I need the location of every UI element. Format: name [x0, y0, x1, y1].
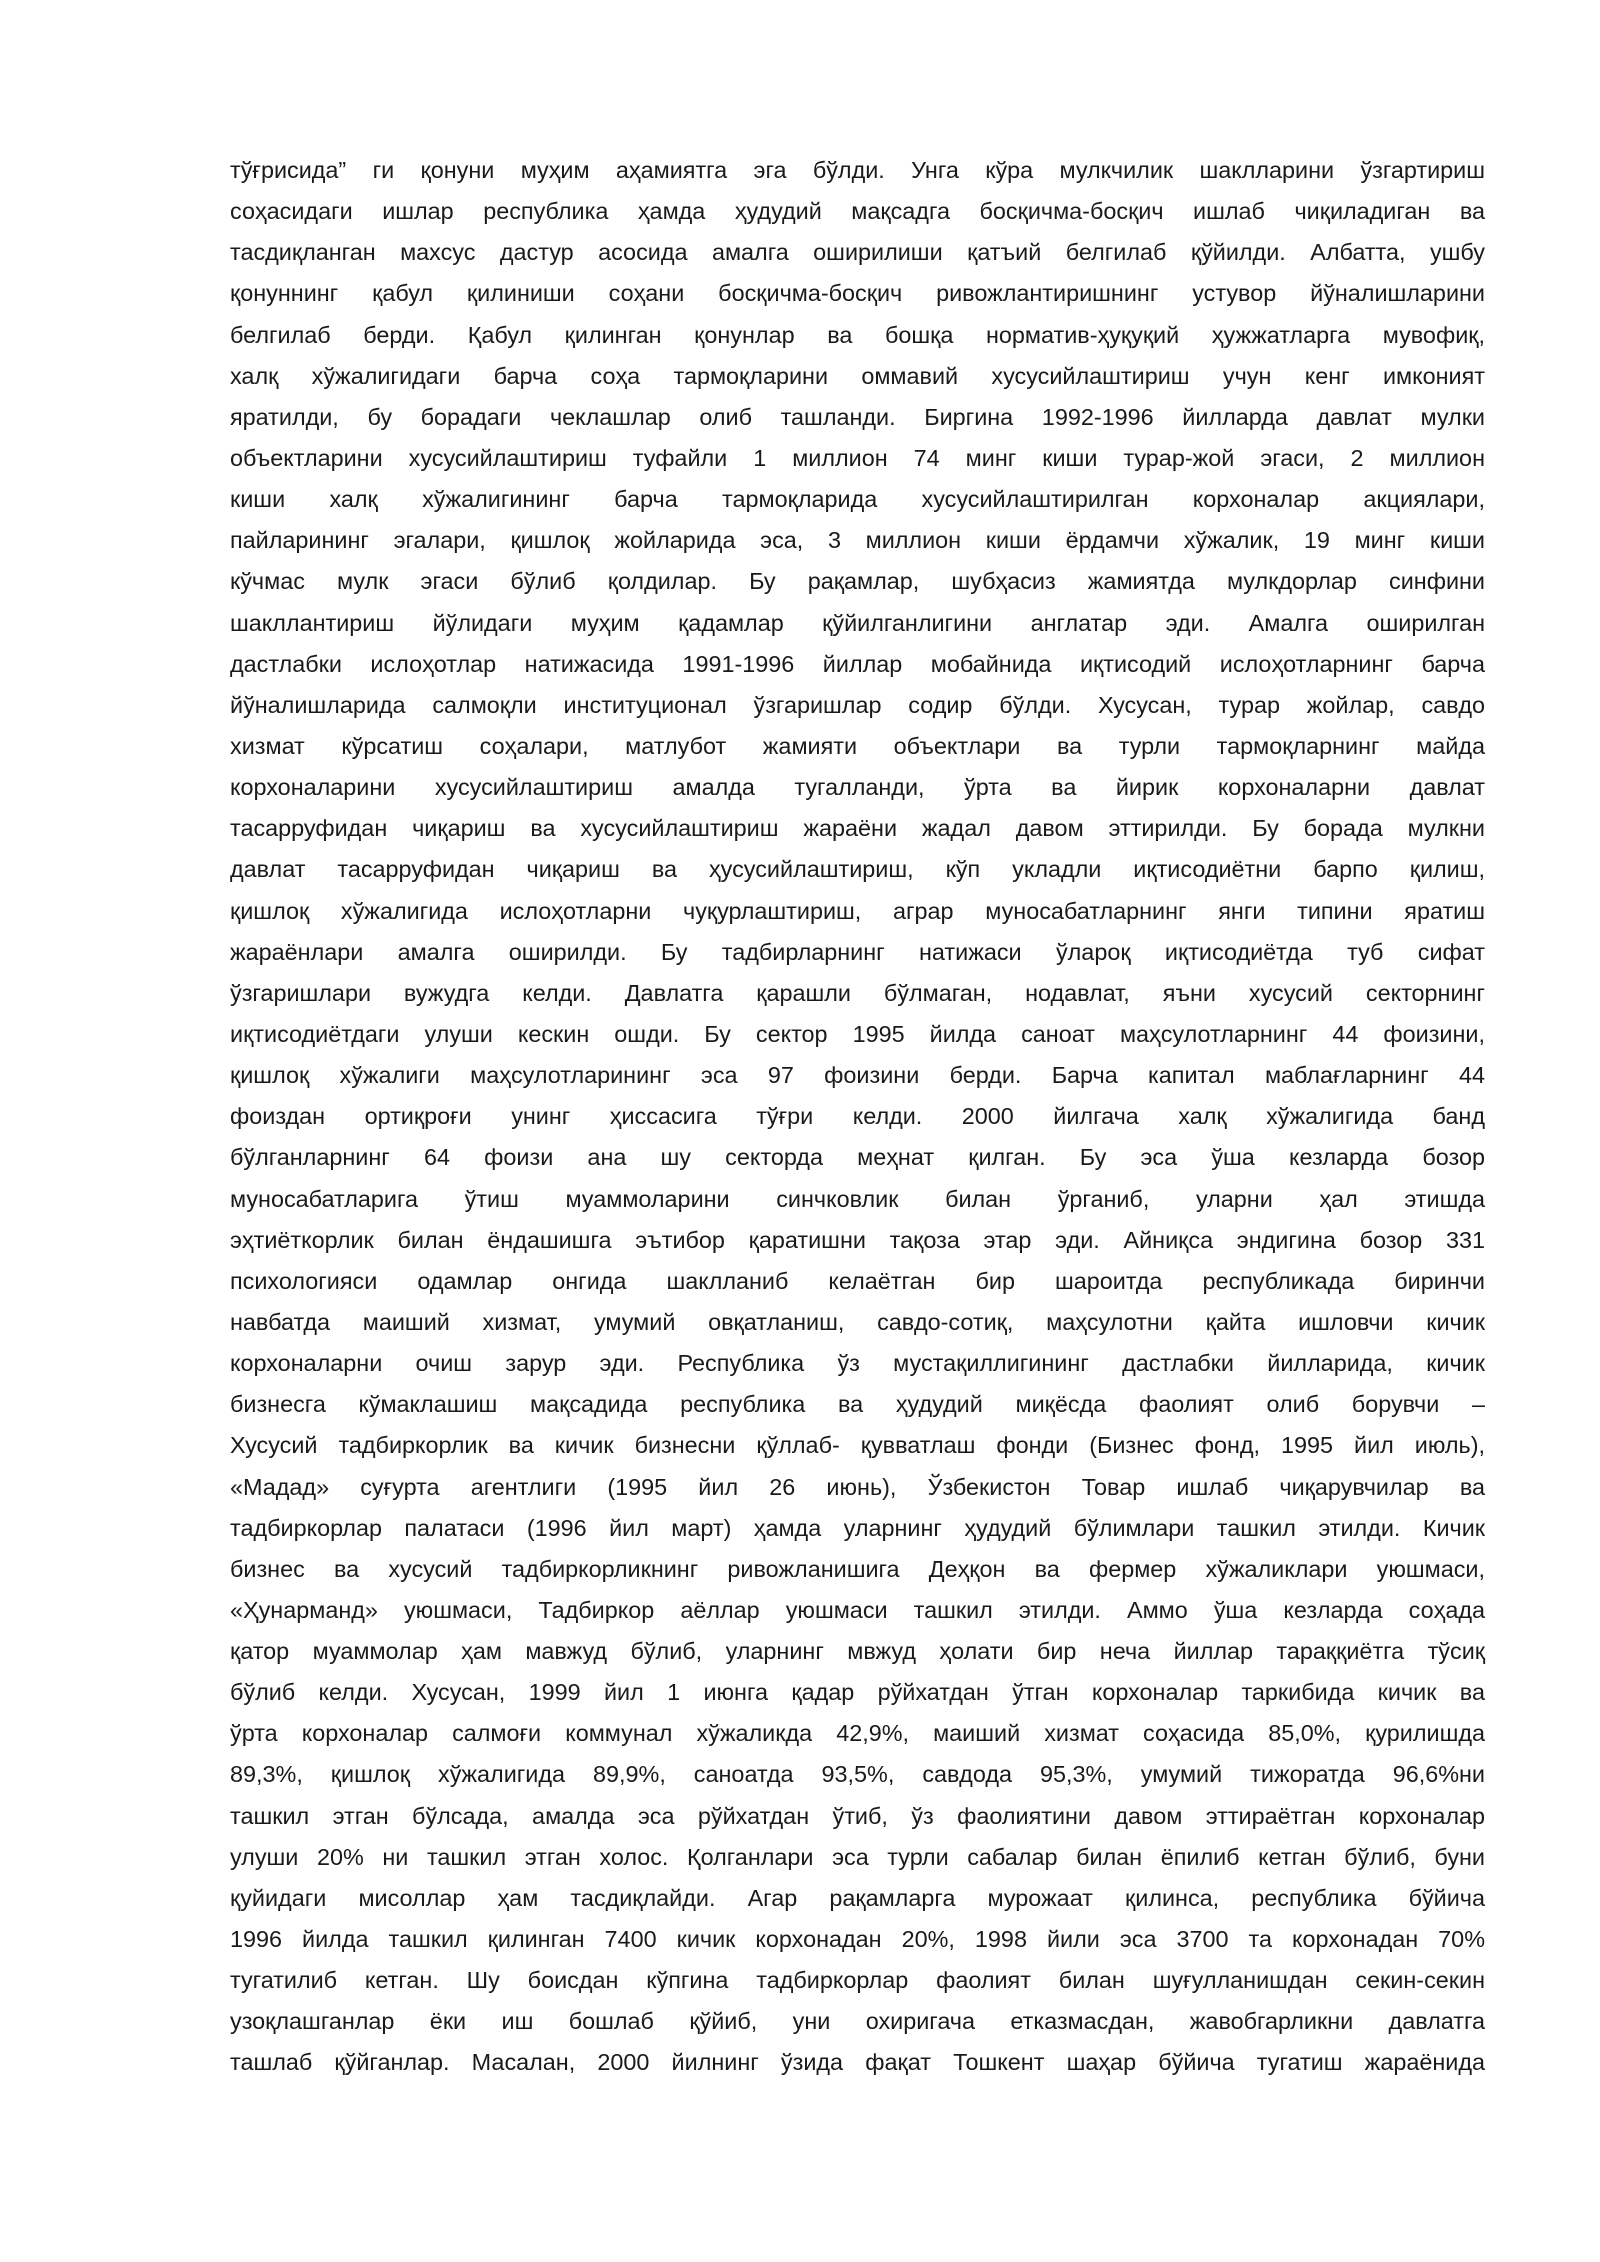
- text-line: қишлоқ хўжалигида ислоҳотларни чуқурлаштириш, аграр муносабатларнинг янги типини яратиш: [230, 897, 1485, 924]
- text-line: йўналишларида салмоқли институционал ўзгаришлар содир бўлди. Хусусан, турар жойлар, савдо: [230, 691, 1485, 718]
- text-line: қуйидаги мисоллар ҳам тасдиқлайди. Агар рақамларга мурожаат қилинса, республика бўйича: [230, 1884, 1485, 1911]
- text-line: бўлиб келди. Хусусан, 1999 йил 1 июнга қадар рўйхатдан ўтган корхоналар таркибида кичик ва: [230, 1679, 1485, 1706]
- text-line: яратилди, бу борадаги чеклашлар олиб ташланди. Биргина 1992-1996 йилларда давлат мулки: [230, 403, 1485, 430]
- text-line: корхоналарини хусусийлаштириш амалда тугалланди, ўрта ва йирик корхоналарни давлат: [230, 774, 1485, 801]
- text-line: киши халқ хўжалигининг барча тармоқларида хусусийлаштирилган корхоналар акциялари,: [230, 486, 1485, 513]
- text-line: 1996 йилда ташкил қилинган 7400 кичик корхонадан 20%, 1998 йили эса 3700 та корхонадан 70%: [230, 1926, 1485, 1953]
- text-line: хизмат кўрсатиш соҳалари, матлубот жамияти объектлари ва турли тармоқларнинг майда: [230, 732, 1485, 759]
- text-line: навбатда маиший хизмат, умумий овқатланиш, савдо-сотиқ, маҳсулотни қайта ишловчи кичик: [230, 1308, 1485, 1335]
- text-line: ташкил этган бўлсада, амалда эса рўйхатдан ўтиб, ўз фаолиятини давом эттираётган корхоналар: [230, 1802, 1485, 1829]
- text-line: 89,3%, қишлоқ хўжалигида 89,9%, саноатда 93,5%, савдода 95,3%, умумий тижоратда 96,6%ни: [230, 1761, 1485, 1788]
- text-line: Хусусий тадбиркорлик ва кичик бизнесни қўллаб- қувватлаш фонди (Бизнес фонд, 1995 йил июль),: [230, 1432, 1485, 1459]
- text-line: корхоналарни очиш зарур эди. Республика ўз мустақиллигининг дастлабки йилларида, кичик: [230, 1350, 1485, 1377]
- text-line: психологияси одамлар онгида шаклланиб келаётган бир шароитда республикада биринчи: [230, 1267, 1485, 1294]
- text-line: эҳтиёткорлик билан ёндашишга эътибор қаратишни тақоза этар эди. Айниқса эндигина бозор 331: [230, 1226, 1485, 1253]
- text-line: кўчмас мулк эгаси бўлиб қолдилар. Бу рақамлар, шубҳасиз жамиятда мулкдорлар синфини: [230, 568, 1485, 595]
- text-line: ўзгаришлари вужудга келди. Давлатга қарашли бўлмаган, нодавлат, яъни хусусий секторнинг: [230, 979, 1485, 1006]
- text-line: белгилаб берди. Қабул қилинган қонунлар ва бошқа норматив-ҳуқуқий ҳужжатларга мувофиқ,: [230, 321, 1485, 348]
- text-line: муносабатларига ўтиш муаммоларини синчковлик билан ўрганиб, уларни ҳал этишда: [230, 1185, 1485, 1212]
- text-line: пайларининг эгалари, қишлоқ жойларида эса, 3 миллион киши ёрдамчи хўжалик, 19 минг киши: [230, 527, 1485, 554]
- text-line: тасарруфидан чиқариш ва хусусийлаштириш жараёни жадал давом эттирилди. Бу борада мулкни: [230, 815, 1485, 842]
- text-line: давлат тасарруфидан чиқариш ва ҳусусийлаштириш, кўп укладли иқтисодиётни барпо қилиш,: [230, 856, 1485, 883]
- text-line: бизнес ва хусусий тадбиркорликнинг ривожланишига Деҳқон ва фермер хўжаликлари уюшмаси,: [230, 1555, 1485, 1582]
- text-line: жараёнлари амалга оширилди. Бу тадбирларнинг натижаси ўлароқ иқтисодиётда туб сифат: [230, 938, 1485, 965]
- text-line: ўрта корхоналар салмоғи коммунал хўжаликда 42,9%, маиший хизмат соҳасида 85,0%, қурилишда: [230, 1720, 1485, 1747]
- text-line: ташлаб қўйганлар. Масалан, 2000 йилнинг ўзида фақат Тошкент шаҳар бўйича тугатиш жараёнида: [230, 2049, 1485, 2076]
- text-line: соҳасидаги ишлар республика ҳамда ҳудудий мақсадга босқичма-босқич ишлаб чиқиладиган ва: [230, 198, 1485, 225]
- text-line: дастлабки ислоҳотлар натижасида 1991-1996 йиллар мобайнида иқтисодий ислоҳотларнинг барча: [230, 650, 1485, 677]
- text-line: қишлоқ хўжалиги маҳсулотларининг эса 97 фоизини берди. Барча капитал маблағларнинг 44: [230, 1062, 1485, 1089]
- body-paragraph: [230, 150, 1485, 2084]
- text-line: қонуннинг қабул қилиниши соҳани босқичма-босқич ривожлантиришнинг устувор йўналишларини: [230, 280, 1485, 307]
- text-line: тасдиқланган махсус дастур асосида амалга оширилиши қатъий белгилаб қўйилди. Албатта, ушбу: [230, 239, 1485, 266]
- text-line: «Мадад» суғурта агентлиги (1995 йил 26 июнь), Ўзбекистон Товар ишлаб чиқарувчилар ва: [230, 1473, 1485, 1500]
- text-line: бизнесга кўмаклашиш мақсадида республика ва ҳудудий миқёсда фаолият олиб борувчи –: [230, 1391, 1485, 1418]
- text-line: улуши 20% ни ташкил этган холос. Қолганлари эса турли сабалар билан ёпилиб кетган бўлиб, буни: [230, 1843, 1485, 1870]
- text-line: тўғрисида” ги қонуни муҳим аҳамиятга эга бўлди. Унга кўра мулкчилик шаклларини ўзгартириш: [230, 157, 1485, 183]
- text-line: тадбиркорлар палатаси (1996 йил март) ҳамда уларнинг ҳудудий бўлимлари ташкил этилди. Кичик: [230, 1514, 1485, 1541]
- text-line: объектларини хусусийлаштириш туфайли 1 миллион 74 минг киши турар-жой эгаси, 2 миллион: [230, 444, 1485, 471]
- text-line: қатор муаммолар ҳам мавжуд бўлиб, уларнинг мвжуд ҳолати бир неча йиллар тараққиётга тўсиқ: [230, 1638, 1485, 1665]
- text-line: «Ҳунарманд» уюшмаси, Тадбиркор аёллар уюшмаси ташкил этилди. Аммо ўша кезларда соҳада: [230, 1596, 1485, 1623]
- text-line: узоқлашганлар ёки иш бошлаб қўйиб, уни охиригача етказмасдан, жавобгарликни давлатга: [230, 2008, 1485, 2035]
- text-line: фоиздан ортиқроғи унинг ҳиссасига тўғри келди. 2000 йилгача халқ хўжалигида банд: [230, 1103, 1485, 1130]
- text-line: халқ хўжалигидаги барча соҳа тармоқларини оммавий хусусийлаштириш учун кенг имконият: [230, 362, 1485, 389]
- text-line: тугатилиб кетган. Шу боисдан кўпгина тадбиркорлар фаолият билан шуғулланишдан секин-секин: [230, 1967, 1485, 1994]
- text-line: бўлганларнинг 64 фоизи ана шу секторда меҳнат қилган. Бу эса ўша кезларда бозор: [230, 1144, 1485, 1171]
- text-line: иқтисодиётдаги улуши кескин ошди. Бу сектор 1995 йилда саноат маҳсулотларнинг 44 фоизини,: [230, 1020, 1485, 1047]
- text-line: шакллантириш йўлидаги муҳим қадамлар қўйилганлигини англатар эди. Амалга оширилган: [230, 609, 1485, 636]
